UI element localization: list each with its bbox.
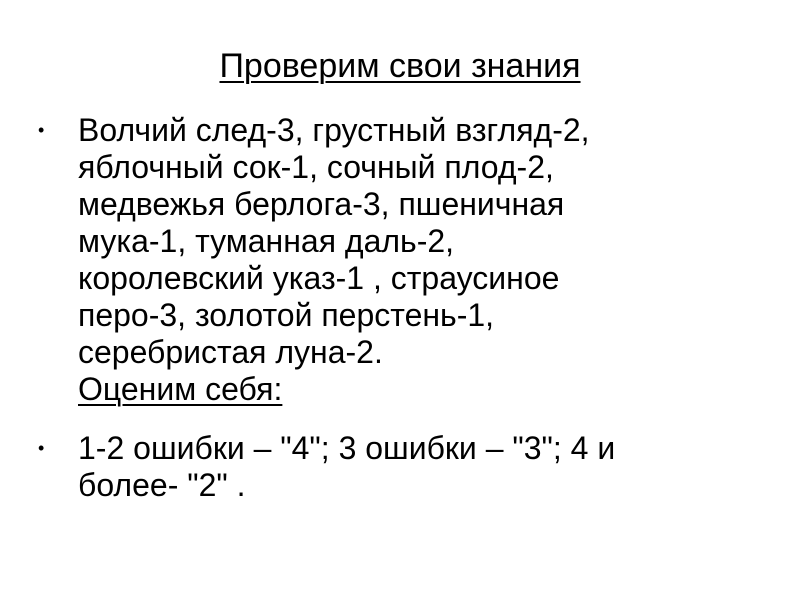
answers-line-5: королевский указ-1 , страусиное [78,260,560,296]
answers-line-1: Волчий след-3, грустный взгляд-2, [78,112,590,148]
self-assessment-heading: Оценим себя: [78,371,283,407]
grading-line-1: 1-2 ошибки – "4"; 3 ошибки – "3"; 4 и [78,430,616,466]
list-item-answers [0,112,800,408]
grading-line-2: более- "2" . [78,467,246,503]
slide-title: Проверим свои знания [219,47,581,85]
answers-line-2: яблочный сок-1, сочный плод-2, [78,149,554,185]
answers-line-4: мука-1, туманная даль-2, [78,223,455,259]
answers-line-7: серебристая луна-2. [78,334,383,370]
list-item-grading [0,430,800,504]
bullet-icon: • [38,438,45,458]
bullet-icon: • [38,120,45,140]
answers-line-6: перо-3, золотой перстень-1, [78,297,495,333]
bullet-list [0,112,800,504]
answers-line-3: медвежья берлога-3, пшеничная [78,186,565,222]
